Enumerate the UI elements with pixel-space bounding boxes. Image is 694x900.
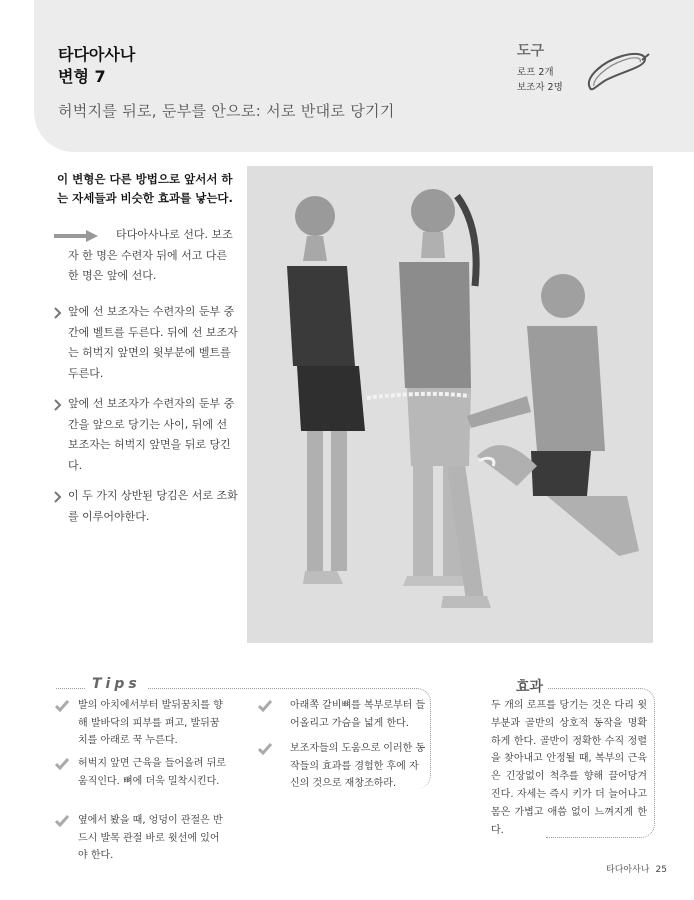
tips-title: Tips xyxy=(86,676,147,692)
intro-text: 이 변형은 다른 방법으로 앞서서 하는 자세들과 비슷한 효과를 낳는다. xyxy=(57,172,233,205)
effect-text: 두 개의 로프를 당기는 것은 다리 윗부분과 골반의 상호적 동작을 명확하게 한다. 골반이 정확한 수직 정렬을 찾아내고 안정될 때, 복부의 근육은 긴장없이 척추를 향해 끌어당겨진다. 자세는 즉시 키가 더 늘어나고 몸은 가볍고 애씀 없이 느껴지게 한다. xyxy=(491,700,647,836)
tip-item: 보조자들의 도움으로 이러한 동작들의 효과를 경험한 후에 자신의 것으로 재창조하라. xyxy=(290,743,426,789)
equipment-heading: 도구 xyxy=(517,43,545,59)
rope-icon xyxy=(582,48,652,96)
equipment-item: 로프 2개 xyxy=(517,67,554,78)
title-line-2: 변형 7 xyxy=(58,67,106,86)
page-number: 25 xyxy=(655,865,667,875)
chevron-right-icon xyxy=(54,491,62,503)
step-text: 이 두 가지 상반된 당김은 서로 조화를 이루어야한다. xyxy=(68,489,238,523)
step-text: 타다아사나로 선다. 보조자 한 명은 수련자 뒤에 서고 다른 한 명은 앞에 선다. xyxy=(68,228,233,282)
title-line-1: 타다아사나 xyxy=(58,45,136,64)
effect-title: 효과 xyxy=(516,676,547,696)
pose-photo xyxy=(247,166,653,643)
tip-item: 아래쪽 갈비뼈를 복부로부터 들어올리고 가슴을 넓게 한다. xyxy=(290,700,426,729)
step-4 xyxy=(54,486,238,527)
page-footer xyxy=(606,862,667,875)
equipment-section xyxy=(517,40,563,95)
check-icon xyxy=(258,743,272,755)
check-icon xyxy=(258,700,272,712)
step-text: 앞에 선 보조자가 수련자의 둔부 중간을 앞으로 당기는 사이, 뒤에 선 보조자는 허벅지 앞면을 뒤로 당긴다. xyxy=(68,397,235,472)
page-title xyxy=(58,44,135,88)
chevron-right-icon xyxy=(54,399,62,411)
tip-item: 허벅지 앞면 근육을 들어올려 뒤로 움직인다. 뼈에 더욱 밀착시킨다. xyxy=(78,758,226,787)
step-text: 앞에 선 보조자는 수련자의 둔부 중간에 벨트를 두른다. 뒤에 선 보조자는 허벅지 앞면의 윗부분에 벨트를 두른다. xyxy=(68,305,238,380)
equipment-item: 보조자 2명 xyxy=(517,82,563,93)
check-icon xyxy=(55,758,69,770)
tip-item: 발의 아치에서부터 발뒤꿈치를 향해 발바닥의 피부를 펴고, 발뒤꿈치를 아래로 꾹 누른다. xyxy=(78,700,223,746)
check-icon xyxy=(55,815,69,827)
chevron-right-icon xyxy=(54,307,62,319)
step-3 xyxy=(54,394,238,476)
page-subtitle: 허벅지를 뒤로, 둔부를 안으로: 서로 반대로 당기기 xyxy=(58,102,395,120)
step-2 xyxy=(54,302,238,384)
step-1 xyxy=(54,225,238,287)
tip-item: 옆에서 봤을 때, 엉덩이 관절은 반드시 발목 관절 바로 윗선에 있어야 한다. xyxy=(78,815,223,861)
footer-section: 타다아사나 xyxy=(606,865,650,875)
check-icon xyxy=(55,700,69,712)
